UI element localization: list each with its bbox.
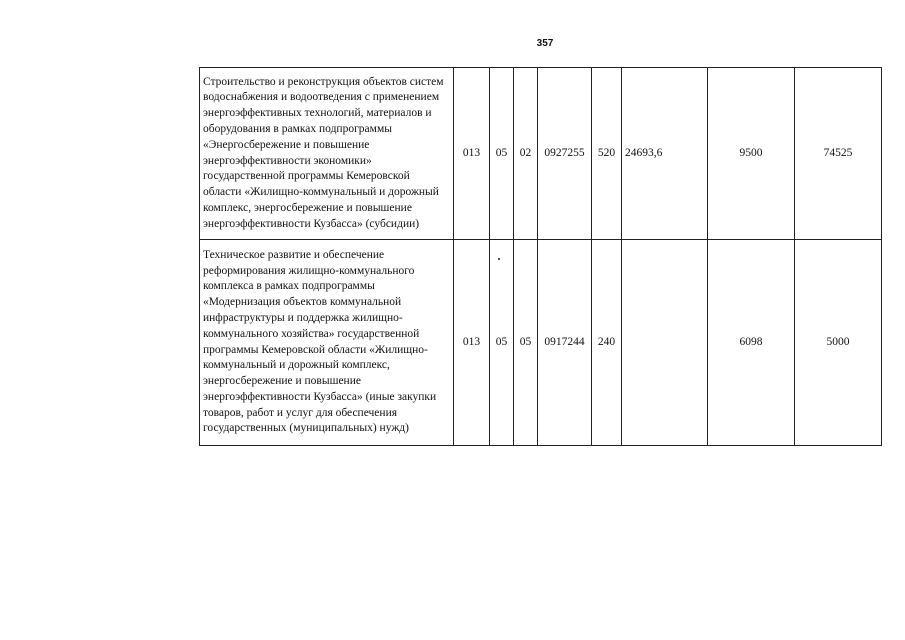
- target-article-code: 0917244: [538, 240, 592, 446]
- row-description: Строительство и реконструкция объектов систем водоснабжения и водоотведения с применением энергоэффективных технологий, материалов и оборудования в рамках подпрограммы «Энергосбережение и повышение энергоэффективности экономики» государственной программы Кемеровской области «Жилищно-коммунальный и дорожный комплекс, энергосбережение и повышение энергоэффективности Кузбасса» (субсидии): [200, 68, 454, 240]
- subsection-code: 02: [514, 68, 538, 240]
- table-row: [200, 240, 882, 446]
- section-code: 05: [490, 68, 514, 240]
- ministry-code: 013: [454, 240, 490, 446]
- target-article-code: 0927255: [538, 68, 592, 240]
- section-code: 05: [490, 240, 514, 446]
- amount-3: 74525: [795, 68, 882, 240]
- ministry-code: 013: [454, 68, 490, 240]
- expense-type-code: 240: [592, 240, 622, 446]
- amount-2: 6098: [708, 240, 795, 446]
- subsection-code: 05: [514, 240, 538, 446]
- amount-3: 5000: [795, 240, 882, 446]
- amount-1: 24693,6: [622, 68, 708, 240]
- amount-1: [622, 240, 708, 446]
- table-row: [200, 68, 882, 240]
- amount-2: 9500: [708, 68, 795, 240]
- page-number: 357: [536, 38, 554, 49]
- scan-speck: [498, 258, 500, 260]
- budget-table: [199, 67, 882, 446]
- expense-type-code: 520: [592, 68, 622, 240]
- row-description: Техническое развитие и обеспечение реформирования жилищно-коммунального комплекса в рамках подпрограммы «Модернизация объектов коммунальной инфраструктуры и поддержка жилищно-коммунального хозяйства» государственной программы Кемеровской области «Жилищно-коммунальный и дорожный комплекс, энергосбережение и повышение энергоэффективности Кузбасса» (иные закупки товаров, работ и услуг для обеспечения государственных (муниципальных) нужд): [200, 240, 454, 446]
